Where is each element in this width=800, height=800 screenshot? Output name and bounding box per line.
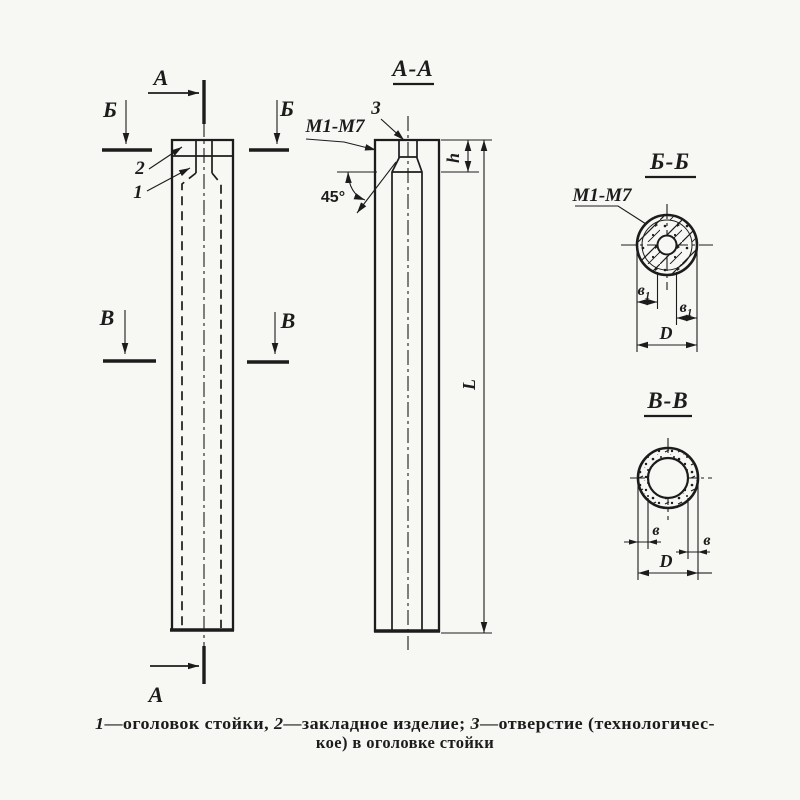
aa-left-wall — [375, 140, 399, 631]
bb-dim-b1-right-label — [680, 299, 693, 319]
aa-angle-label: 45° — [320, 189, 346, 206]
aa-embed-label: М1-М7 — [305, 116, 365, 137]
hidden-cavity-left — [182, 173, 196, 628]
section-vv-title: В-В — [647, 388, 689, 413]
callout-2-leader — [149, 147, 182, 169]
callout-1: 1 — [133, 182, 143, 203]
aa-angle-slant — [357, 162, 396, 213]
aa-angle-arc — [348, 172, 365, 200]
label-b-left: Б — [103, 97, 117, 122]
section-aa-title: А-А — [392, 56, 434, 81]
bb-dim-b1-left-label — [638, 282, 651, 302]
vv-b-left-arrow-2 — [648, 539, 657, 544]
callout-3: 3 — [371, 98, 381, 119]
section-aa — [304, 56, 492, 650]
vv-dim-b-left-label: в — [652, 522, 660, 539]
label-v-right: В — [280, 308, 296, 333]
bb-b1r-sub: 1 — [686, 307, 693, 319]
bb-b1l-base: в — [637, 282, 645, 299]
callout-2: 2 — [135, 158, 145, 179]
vv-b-right-arrow-2 — [698, 549, 707, 554]
caption-text-2: —закладное изделие; — [283, 714, 455, 733]
vv-b-left-arrow-1 — [629, 539, 638, 544]
bb-hole — [658, 236, 677, 255]
aa-dim-h-label: h — [443, 152, 463, 163]
label-a-bottom: А — [148, 682, 164, 707]
bb-b1r-base: в — [679, 299, 687, 316]
bb-dim-d-label: D — [659, 323, 673, 343]
caption-text-3: —отверстие (технологичес- — [480, 714, 695, 733]
vv-dim-d-label: D — [659, 551, 673, 571]
section-bb — [571, 149, 713, 352]
caption-line-2: кое) в оголовке стойки — [315, 733, 495, 752]
label-a-top: А — [153, 65, 169, 90]
aa-outline — [375, 140, 439, 631]
vv-dim-b-right-label: в — [703, 532, 711, 549]
bb-embed-label: М1-М7 — [572, 185, 632, 206]
label-v-left: В — [99, 305, 115, 330]
aa-dim-l-label: L — [459, 379, 479, 390]
caption-text-1: —оголовок стойки, — [104, 714, 260, 733]
label-b-right: Б — [280, 96, 294, 121]
vv-inner-circle — [648, 458, 688, 498]
bb-embed-leader — [575, 206, 646, 224]
vv-b-right-arrow-1 — [679, 549, 688, 554]
caption — [95, 714, 715, 752]
caption-num-3: 3 — [470, 714, 480, 733]
bb-b1l-sub: 1 — [644, 290, 651, 302]
callout-3-leader — [381, 119, 404, 140]
section-bb-title: Б-Б — [650, 149, 690, 174]
callout-1-leader — [147, 168, 190, 191]
front-view — [99, 65, 296, 707]
caption-num-2: 2 — [273, 714, 283, 733]
hidden-cavity-right — [212, 173, 221, 628]
caption-line-1 — [95, 714, 715, 733]
section-vv — [624, 388, 712, 580]
caption-num-1: 1 — [95, 714, 104, 733]
aa-embed-leader — [306, 139, 376, 150]
aa-right-wall — [417, 140, 439, 631]
